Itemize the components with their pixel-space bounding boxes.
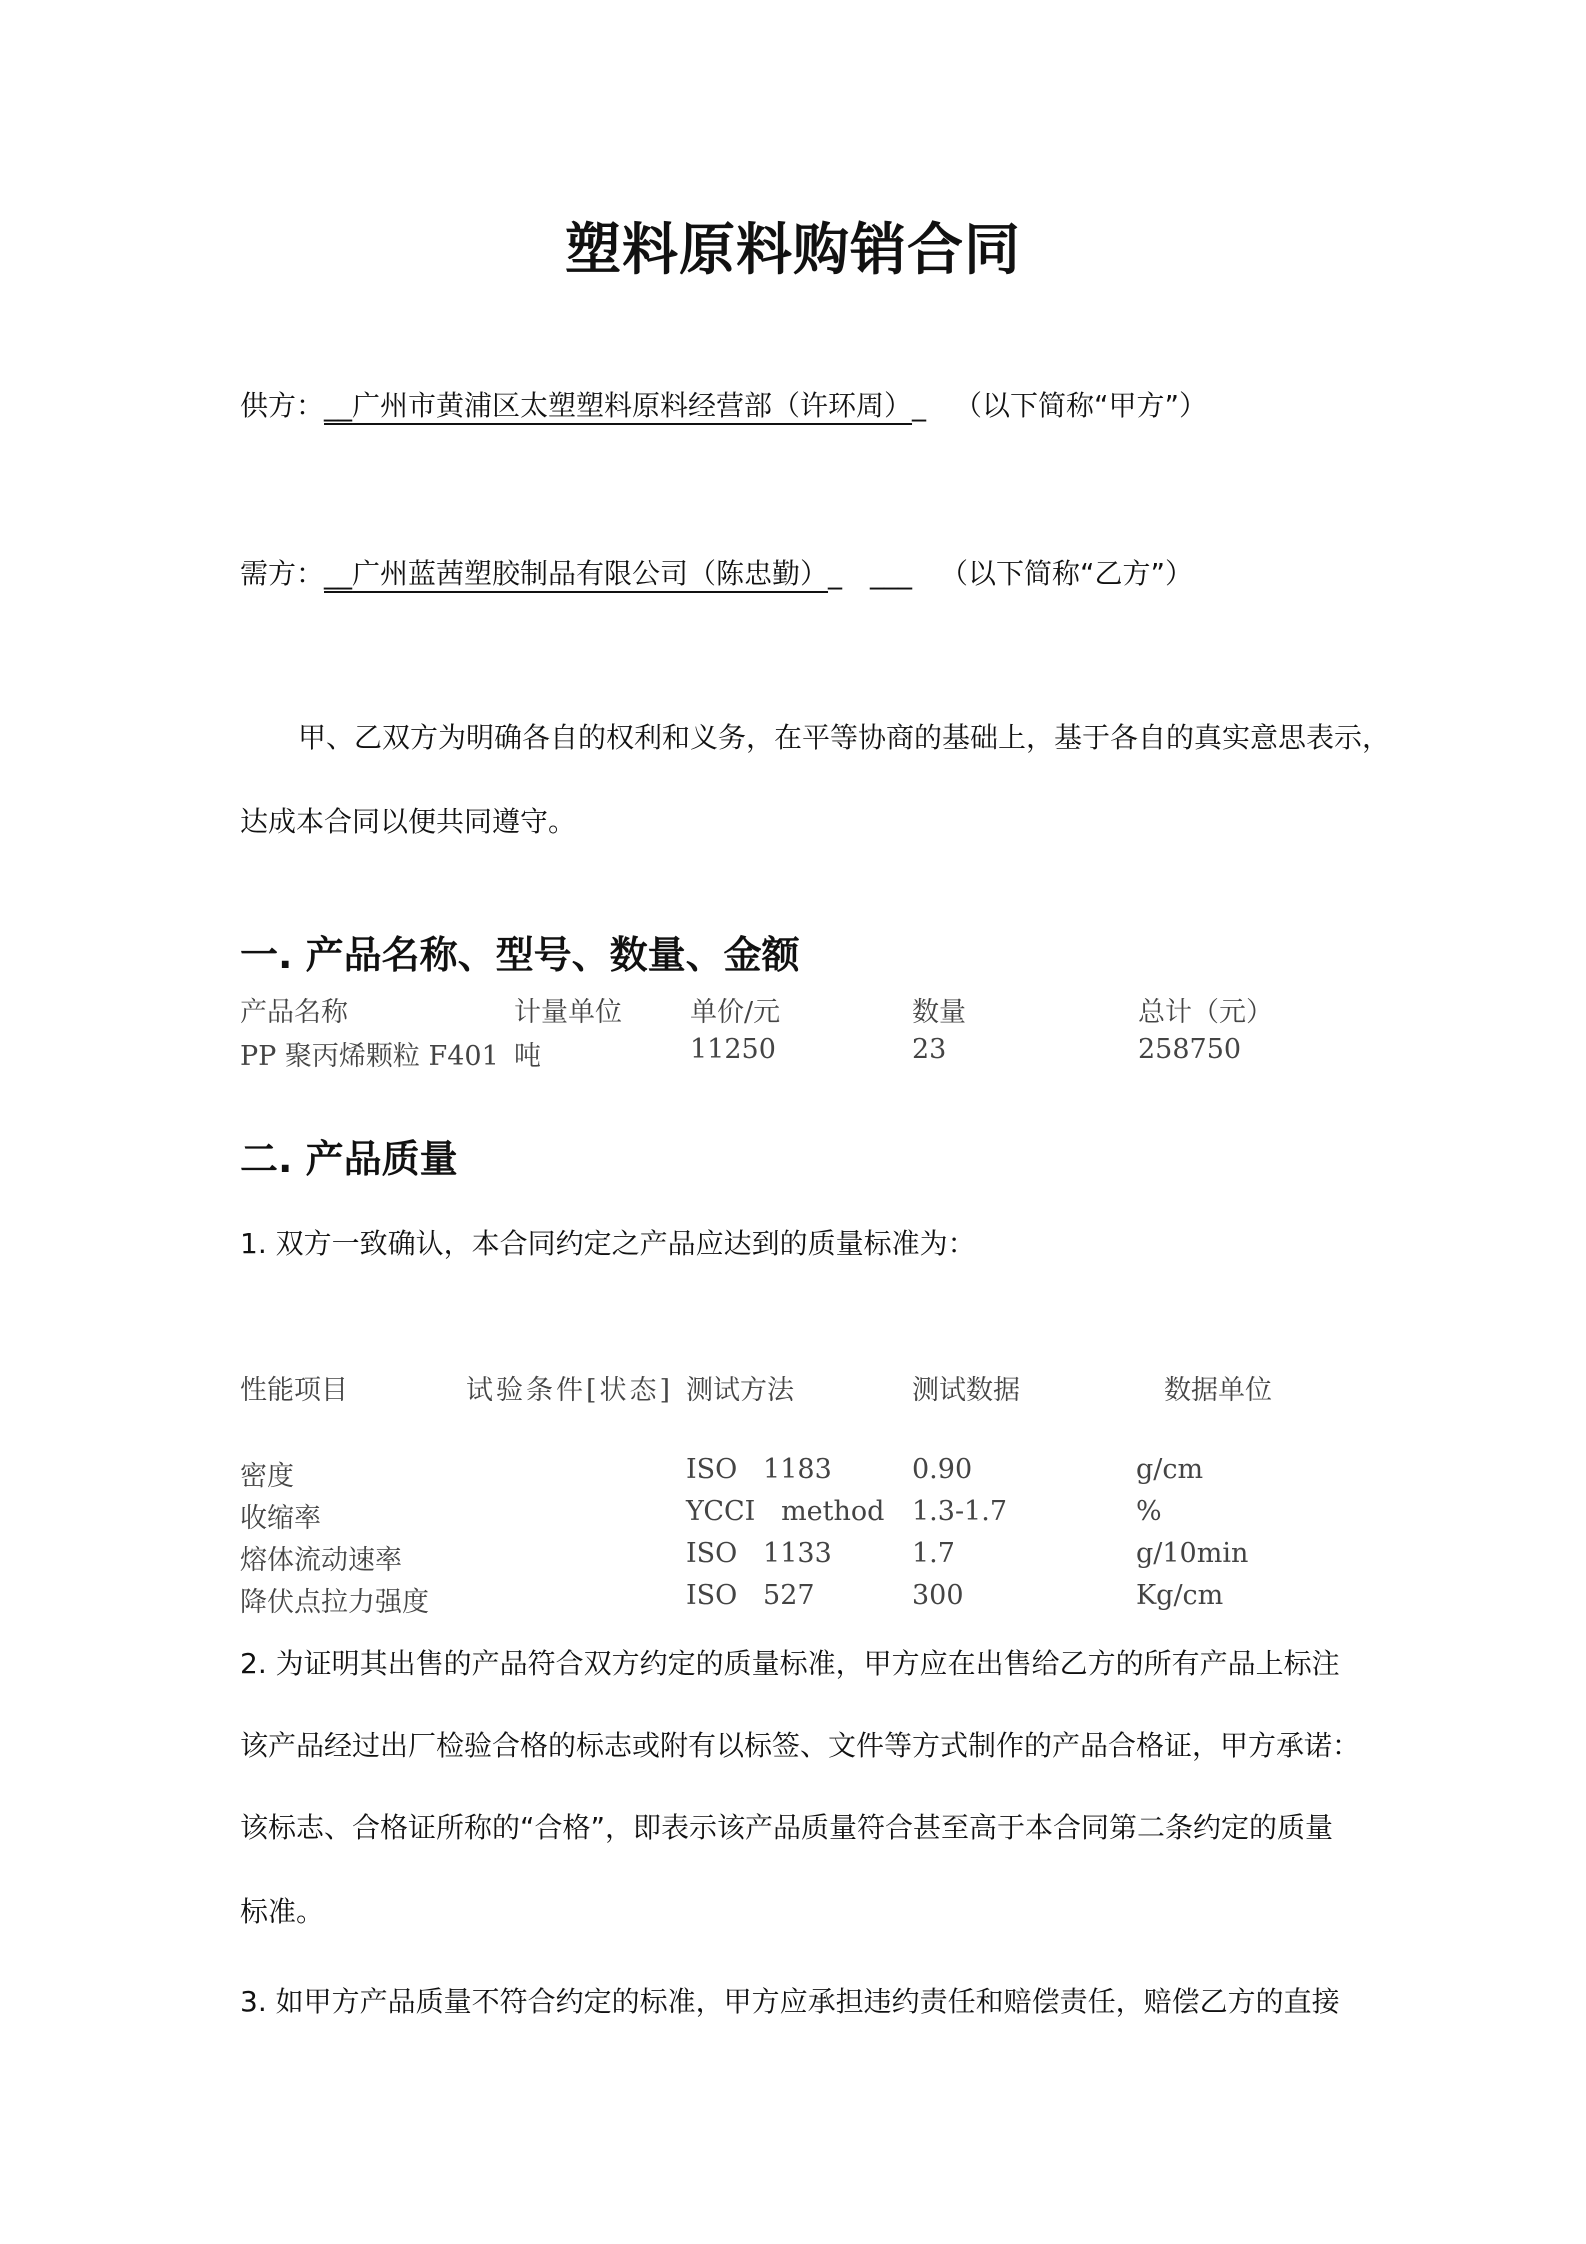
quality-property: 降伏点拉力强度: [240, 1587, 429, 1618]
product-table-row: [0, 1034, 1586, 1074]
quality-data: 1.7: [912, 1538, 955, 1569]
buyer-label: 需方：: [240, 557, 325, 590]
quality-data: 1.3-1.7: [912, 1496, 1008, 1527]
quality-row: [0, 1580, 1586, 1620]
quality-property: 熔体流动速率: [240, 1545, 402, 1576]
quality-unit: Kg/cm: [1136, 1580, 1224, 1611]
supplier-prefix: __: [324, 389, 353, 422]
product-name: PP 聚丙烯颗粒 F401: [240, 1041, 499, 1072]
quality-item-2-line-3: 该标志、合格证所称的“合格”，即表示该产品质量符合甚至高于本合同第二条约定的质量: [240, 1811, 1334, 1844]
quality-data: 0.90: [912, 1454, 973, 1485]
buyer-suffix: _: [828, 557, 843, 590]
quality-row: [0, 1454, 1586, 1494]
quality-header-unit: 数据单位: [1164, 1375, 1272, 1406]
buyer-prefix: __: [324, 557, 353, 590]
quality-item-2-line-1: 2. 为证明其出售的产品符合双方约定的质量标准，甲方应在出售给乙方的所有产品上标注: [240, 1647, 1340, 1680]
quality-row: [0, 1538, 1586, 1578]
quality-unit: %: [1136, 1496, 1162, 1527]
quality-method: ISO 527: [686, 1580, 815, 1611]
quality-table-header: [0, 1368, 1586, 1408]
quality-item-2-line-4: 标准。: [240, 1895, 325, 1928]
document-title: 塑料原料购销合同: [565, 218, 1021, 283]
supplier-suffix: _: [912, 389, 927, 422]
buyer-blank: ___: [870, 557, 913, 590]
product-header-unit: 计量单位: [514, 997, 622, 1028]
quality-item-2-line-2: 该产品经过出厂检验合格的标志或附有以标签、文件等方式制作的产品合格证，甲方承诺：: [240, 1729, 1361, 1762]
quality-method: ISO 1183: [686, 1454, 832, 1485]
product-table-header: [0, 990, 1586, 1030]
product-price: 11250: [690, 1034, 776, 1065]
quality-header-method: 测试方法: [686, 1375, 794, 1406]
supplier-label: 供方：: [240, 389, 325, 422]
intro-line-1: 甲、乙双方为明确各自的权利和义务，在平等协商的基础上，基于各自的真实意思表示，: [298, 721, 1391, 754]
quality-property: 收缩率: [240, 1503, 321, 1534]
section-1-heading: 一. 产品名称、型号、数量、金额: [240, 933, 800, 977]
quality-header-condition: 试验条件[状态]: [466, 1375, 674, 1406]
quality-data: 300: [912, 1580, 964, 1611]
buyer-note: （以下简称“乙方”）: [940, 557, 1194, 590]
product-header-qty: 数量: [912, 997, 966, 1028]
quality-unit: g/10min: [1136, 1538, 1249, 1569]
product-unit: 吨: [514, 1041, 541, 1072]
buyer-name: 广州蓝茜塑胶制品有限公司（陈忠勤）: [352, 557, 829, 590]
supplier-name: 广州市黄浦区太塑塑料原料经营部（许环周）: [352, 389, 913, 422]
quality-property: 密度: [240, 1461, 294, 1492]
product-header-total: 总计（元）: [1138, 997, 1273, 1028]
product-header-name: 产品名称: [240, 997, 348, 1028]
quality-header-data: 测试数据: [912, 1375, 1020, 1406]
quality-unit: g/cm: [1136, 1454, 1204, 1485]
product-total: 258750: [1138, 1034, 1242, 1065]
intro-line-2: 达成本合同以便共同遵守。: [240, 805, 577, 838]
quality-method: YCCI method: [686, 1496, 885, 1527]
quality-row: [0, 1496, 1586, 1536]
product-qty: 23: [912, 1034, 947, 1065]
supplier-line: [240, 384, 1207, 424]
quality-method: ISO 1133: [686, 1538, 832, 1569]
section-2-heading: 二. 产品质量: [240, 1137, 458, 1181]
quality-item-3: 3. 如甲方产品质量不符合约定的标准，甲方应承担违约责任和赔偿责任，赔偿乙方的直接: [240, 1985, 1340, 2018]
buyer-line: [240, 552, 1193, 592]
supplier-note: （以下简称“甲方”）: [954, 389, 1208, 422]
quality-item-1: 1. 双方一致确认，本合同约定之产品应达到的质量标准为：: [240, 1227, 976, 1260]
quality-header-property: 性能项目: [240, 1375, 348, 1406]
product-header-price: 单价/元: [690, 997, 781, 1028]
